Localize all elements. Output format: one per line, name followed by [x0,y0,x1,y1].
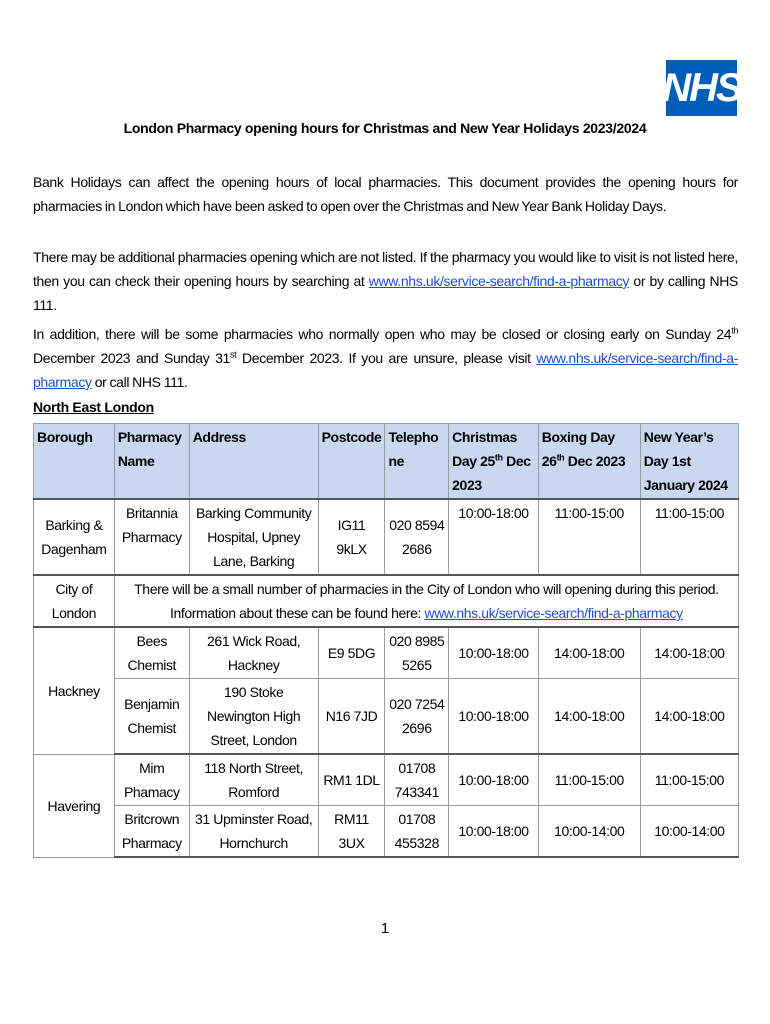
intro-p3-text-c: December 2023. If you are unsure, please visit [236,350,537,366]
table-row [34,627,739,679]
ordinal-suffix: th [731,325,738,336]
header-boxing-text: Dec 2023 [564,453,626,469]
christmas-hours-cell: 10:00-18:00 [449,806,539,858]
christmas-hours-cell: 10:00-18:00 [449,679,539,755]
pharmacy-name-cell: Britannia Pharmacy [114,499,189,575]
header-christmas-day [449,424,539,500]
address-cell: 118 North Street, Romford [189,754,318,806]
header-postcode: Postcode [318,424,385,500]
ordinal-suffix: st [229,349,237,360]
header-pharmacy-name: Pharmacy Name [114,424,189,500]
table-row [34,499,739,575]
address-cell: 261 Wick Road, Hackney [189,627,318,679]
table-row [34,754,739,806]
intro-paragraph-3 [33,322,738,394]
pharmacy-name-cell: Britcrown Pharmacy [114,806,189,858]
region-heading: North East London [33,399,154,415]
newyear-hours-cell: 11:00-15:00 [640,754,738,806]
header-boxing-day [538,424,640,500]
telephone-cell: 01708 455328 [385,806,449,858]
boxing-hours-cell: 11:00-15:00 [538,754,640,806]
nhs-logo: NHS [666,60,737,116]
postcode-cell: N16 7JD [318,679,385,755]
address-cell: 31 Upminster Road, Hornchurch [189,806,318,858]
city-note-text: There will be a small number of pharmacies in the City of London who will opening during this period. Information about these can be found here: [134,581,719,621]
city-of-london-note [114,575,738,627]
newyear-hours-cell: 14:00-18:00 [640,679,738,755]
telephone-cell: 020 8985 5265 [385,627,449,679]
table-row [34,679,739,755]
header-new-years-day: New Year’s Day 1st January 2024 [640,424,738,500]
table-header-row [34,424,739,500]
newyear-hours-cell: 14:00-18:00 [640,627,738,679]
boxing-hours-cell: 14:00-18:00 [538,679,640,755]
postcode-cell: RM11 3UX [318,806,385,858]
intro-p3-text-d: or call NHS 111. [91,374,188,390]
pharmacy-name-cell: Bees Chemist [114,627,189,679]
header-borough: Borough [34,424,115,500]
christmas-hours-cell: 10:00-18:00 [449,754,539,806]
intro-paragraph-2 [33,245,738,317]
pharmacy-name-cell: Benjamin Chemist [114,679,189,755]
boxing-hours-cell: 14:00-18:00 [538,627,640,679]
borough-cell: City of London [34,575,115,627]
header-boxing-text: Boxing Day 26 [541,429,615,469]
ordinal-suffix: th [556,452,565,463]
borough-cell: Havering [34,754,115,857]
intro-p3-text-b: December 2023 and Sunday 31 [33,350,230,366]
header-telephone: Telephone [385,424,449,500]
find-a-pharmacy-link[interactable]: www.nhs.uk/service-search/find-a-pharmacy [424,605,683,621]
newyear-hours-cell: 10:00-14:00 [640,806,738,858]
header-christmas-text: Christmas Day 25 [452,429,518,469]
header-christmas-text: Dec 2023 [452,453,531,493]
table-row [34,806,739,858]
telephone-cell: 020 8594 2686 [385,499,449,575]
newyear-hours-cell: 11:00-15:00 [640,499,738,575]
telephone-cell: 020 7254 2696 [385,679,449,755]
pharmacy-name-cell: Mim Phamacy [114,754,189,806]
address-cell: 190 Stoke Newington High Street, London [189,679,318,755]
christmas-hours-cell: 10:00-18:00 [449,499,539,575]
boxing-hours-cell: 11:00-15:00 [538,499,640,575]
postcode-cell: IG11 9kLX [318,499,385,575]
table-row [34,575,739,627]
borough-cell: Hackney [34,627,115,754]
pharmacy-hours-table [33,423,739,858]
find-a-pharmacy-link[interactable]: www.nhs.uk/service-search/find-a-pharmacy [368,273,630,289]
intro-p2-text-a: There may be additional pharmacies opening which are not listed. If the pharmacy you would like to visit is not listed here, then you can check their opening hours by searching at [33,249,738,289]
intro-paragraph-1: Bank Holidays can affect the opening hours of local pharmacies. This document provides the opening hours for pharmacies in London which have been asked to open over the Christmas and New Year Bank Holiday Days. [33,174,738,214]
intro-p3-text-a: In addition, there will be some pharmacies who normally open who may be closed or closing early on Sunday 24 [33,326,732,342]
postcode-cell: E9 5DG [318,627,385,679]
intro-p2-text-b: or by calling NHS 111. [33,273,739,313]
boxing-hours-cell: 10:00-14:00 [538,806,640,858]
page-number: 1 [380,920,390,937]
borough-cell: Barking & Dagenham [34,499,115,575]
page-title: London Pharmacy opening hours for Christmas and New Year Holidays 2023/2024 [123,120,647,136]
postcode-cell: RM1 1DL [318,754,385,806]
find-a-pharmacy-link[interactable]: www.nhs.uk/service-search/find-a-pharmacy [33,350,739,390]
address-cell: Barking Community Hospital, Upney Lane, Barking [189,499,318,575]
christmas-hours-cell: 10:00-18:00 [449,627,539,679]
ordinal-suffix: th [494,452,503,463]
header-address: Address [189,424,318,500]
telephone-cell: 01708 743341 [385,754,449,806]
